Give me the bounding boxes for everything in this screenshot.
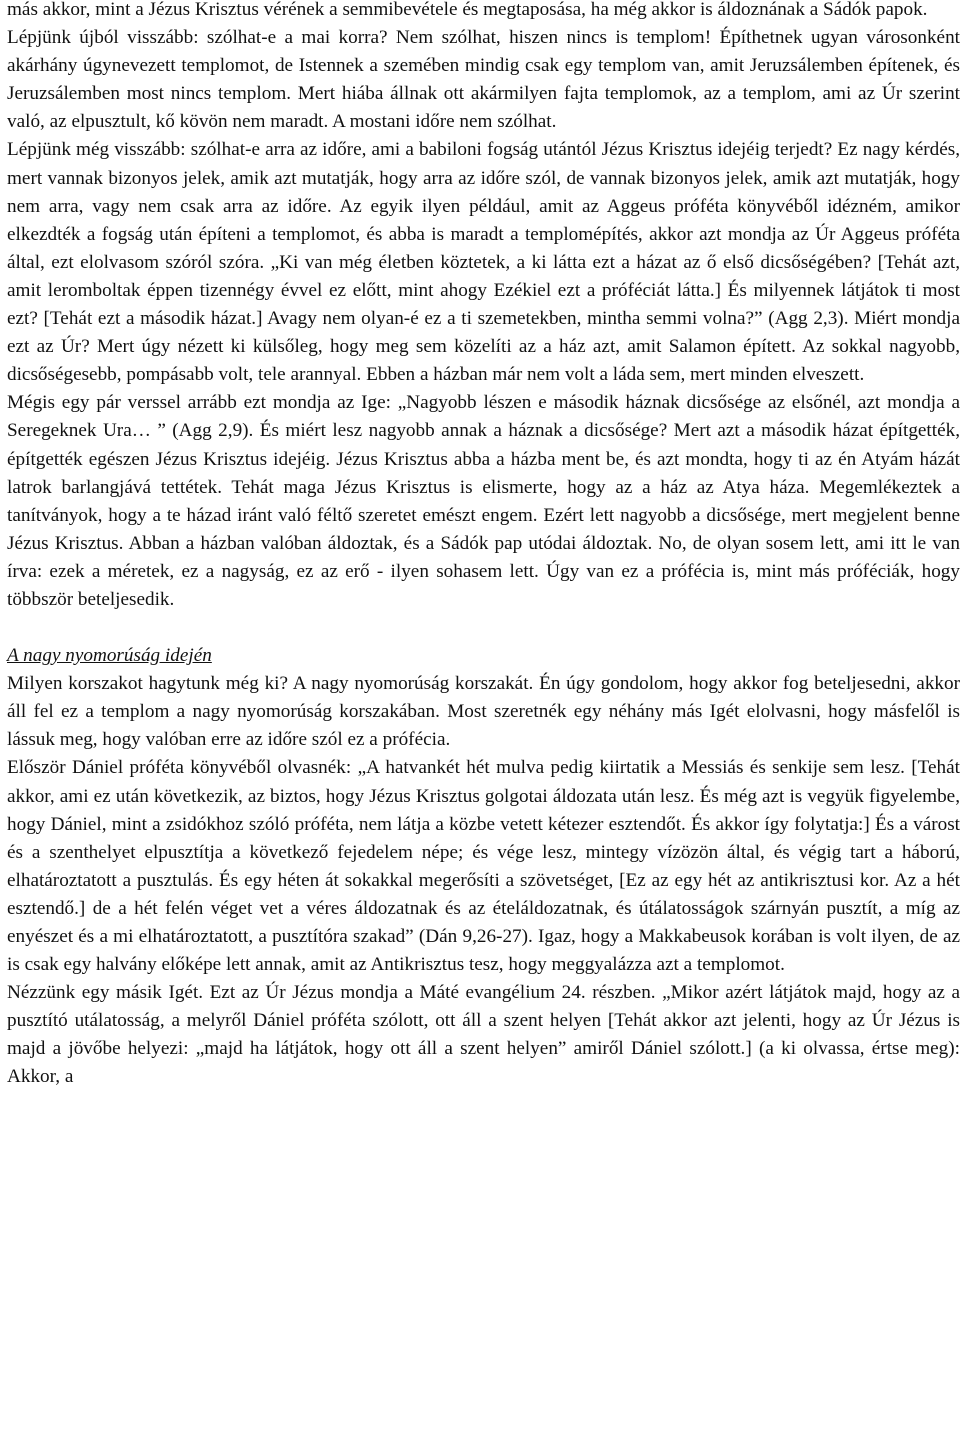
paragraph-5: Milyen korszakot hagytunk még ki? A nagy nyomorúság korszakát. Én úgy gondolom, hogy akkor fog beteljesedni, akkor áll fel ez a templom a nagy nyomorúság korszakában. Most szeretnék egy néhány más Igét elolvasni, hogy másfelől is lássuk meg, hogy valóban erre az időre szól ez a prófécia. [7,673,960,751]
paragraph-2: Lépjünk újból visszább: szólhat-e a mai korra? Nem szólhat, hiszen nincs is templom! Építhetnek ugyan városonként akárhány úgynevezett templomot, de Istennek a szemében mindig csak egy templom van, amit Jeruzsálemben építenek, és Jeruzsálemben most nincs templom. Mert hiába állnak ott akármilyen fajta templomok, az a templom, ami az Úr szerint való, az elpusztult, kő kövön nem maradt. A mostani időre nem szólhat. [7,27,960,133]
paragraph-7: Nézzünk egy másik Igét. Ezt az Úr Jézus mondja a Máté evangélium 24. részben. „Mikor azért látjátok majd, hogy az a pusztító utálatosság, a melyről Dániel próféta szólott, ott áll a szent helyen [Tehát akkor azt jelenti, hogy az Úr Jézus is majd a jövőbe helyezi: „majd ha látjátok, hogy ott áll a szent helyen” amiről Dániel szólott.] (a ki olvassa, értse meg): Akkor, a [7,982,960,1088]
paragraph-6: Először Dániel próféta könyvéből olvasnék: „A hatvankét hét mulva pedig kiirtatik a Messiás és senkije sem lesz. [Tehát akkor, ami ez után következik, az biztos, hogy Jézus Krisztus golgotai áldozata után lesz. És még azt is vegyük figyelembe, hogy Dániel, mint a zsidókhoz szóló próféta, nem látja a közbe vetett kétezer esztendőt. És akkor így folytatja:] És a várost és a szenthelyet elpusztítja a következő fejedelem népe; és vége lesz, mintegy vízözön által, és végig tart a háború, elhatároztatott a pusztulás. És egy héten át sokakkal megerősíti a szövetséget, [Ez az egy hét az antikrisztusi kor. Az a hét esztendő.] de a hét felén véget vet a véres áldozatnak és az ételáldozatnak, és útálatosságok szárnyán pusztít, a míg az enyészet és a mi elhatároztatott, a pusztítóra szakad” (Dán 9,26-27). Igaz, hogy a Makkabeusok korában is volt ilyen, de az is csak egy halvány előképe lett annak, amit az Antikrisztus tesz, hogy meggyalázza azt a templomot. [7,757,960,976]
paragraph-4: Mégis egy pár verssel arrább ezt mondja az Ige: „Nagyobb lészen e második háznak dicsősége az elsőnél, azt mondja a Seregeknek Ura… ” (Agg 2,9). És miért lesz nagyobb annak a háznak a dicsősége? Mert azt a második házat építgették, építgették egészen Jézus Krisztus idejéig. Jézus Krisztus abba a házba ment be, és azt mondta, hogy ti az én Atyám házát latrok barlangjává tettétek. Tehát maga Jézus Krisztus is elismerte, hogy az a ház az Atya háza. Megemlékeztek a tanítványok, hogy a te házad iránt való féltő szeretet emészt engem. Ezért lett nagyobb a dicsősége, mert megjelent benne Jézus Krisztus. Abban a házban valóban áldoztak, és a Sádók pap utódai áldoztak. No, de olyan sosem lett, ami itt le van írva: ezek a méretek, ez a nagyság, ez az erő - ilyen sohasem lett. Úgy van ez a prófécia is, mint más próféciák, hogy többször beteljesedik. [7,392,960,610]
paragraph-1: más akkor, mint a Jézus Krisztus vérének a semmibevétele és megtaposása, ha még akkor is áldoznának a Sádók papok. [7,0,928,20]
section-heading: A nagy nyomorúság idején [7,645,212,667]
paragraph-3: Lépjünk még visszább: szólhat-e arra az időre, ami a babiloni fogság utántól Jézus Krisztus idejéig terjedt? Ez nagy kérdés, mert vannak bizonyos jelek, amik azt mutatják, hogy arra az időre szól, de vannak bizonyos jelek, amik azt mutatják, hogy nem arra, vagy nem csak arra az időre. Az egyik ilyen például, amit az Aggeus próféta könyvéből idézném, amikor elkezdték a fogság után építeni a templomot, és abba is maradt a templomépítés, akkor azt mondja az Úr Aggeus próféta által, ezt elolvasom szóról szóra. „Ki van még életben köztetek, a ki látta ezt a házat az ő első dicsőségében? [Tehát azt, amit leromboltak éppen tizennégy évvel ez előtt, mint ahogy Ezékiel ezt a próféciát látta.] És milyennek látjátok ti most ezt? [Tehát ezt a második házat.] Avagy nem olyan-é ez a ti szemetekben, mintha semmi volna?” (Agg 2,3). Miért mondja ezt az Úr? Mert úgy nézett ki külsőleg, hogy meg sem közelíti az a ház azt, amit Salamon épített. Az sokkal nagyobb, dicsőségesebb, pompásabb volt, tele arannyal. Ebben a házban már nem volt a láda sem, mert minden elveszett. [7,139,960,386]
